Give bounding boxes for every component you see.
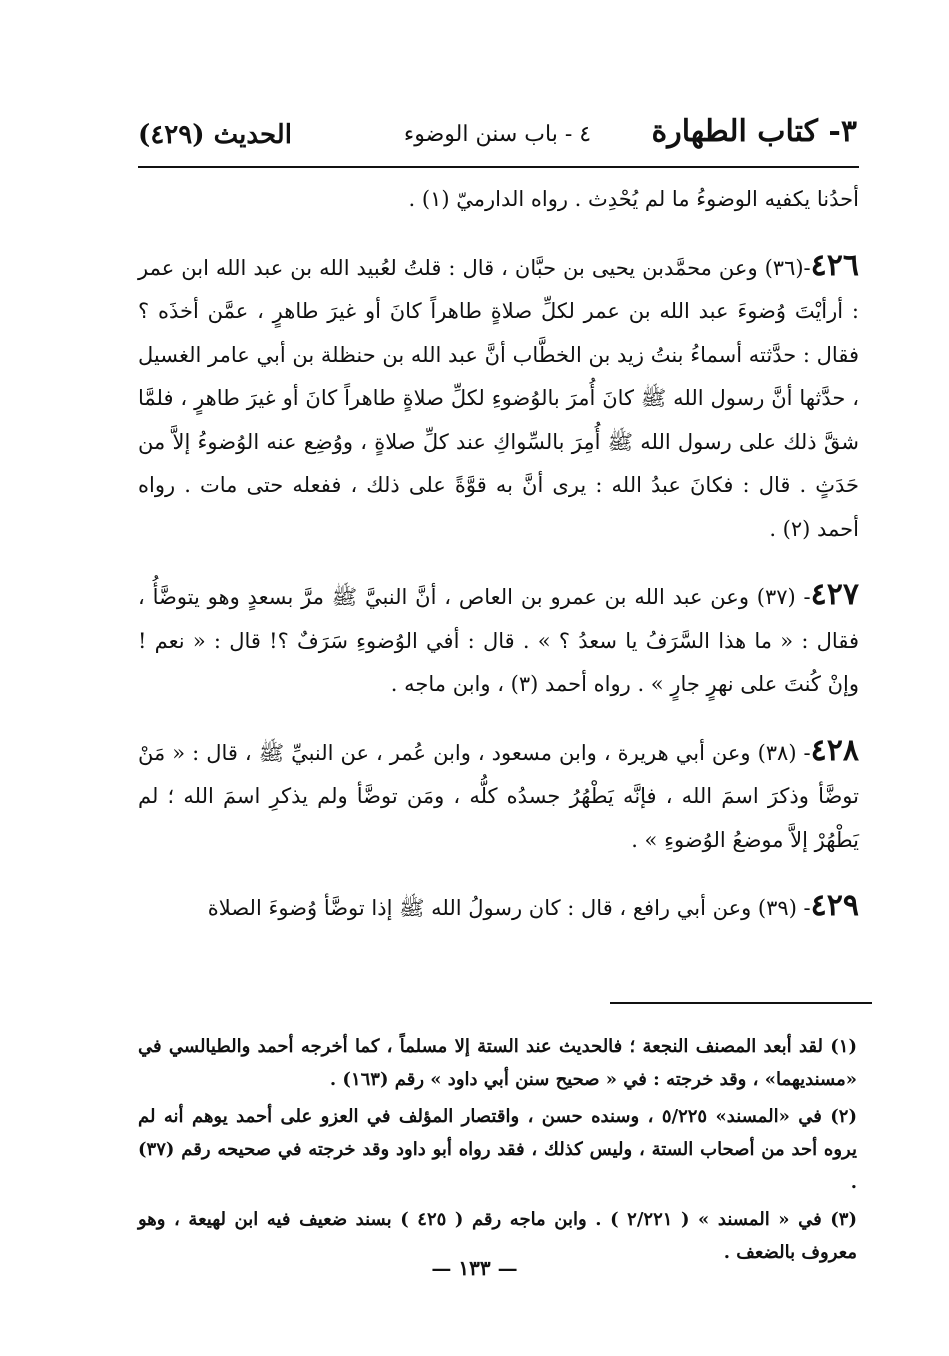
running-header	[138, 112, 857, 162]
hadith-number: ٤٢٨	[810, 732, 859, 768]
hadith-426	[138, 244, 859, 552]
hadith-number: ٤٢٦	[810, 247, 859, 283]
hadith-number: ٤٢٧	[810, 577, 859, 612]
page-number: — ١٣٣ —	[431, 1256, 518, 1280]
footnotes	[138, 1030, 857, 1273]
hadith-text: - (٣٩) وعن أبي رافع ، قال : كان رسولُ الله ﷺ إذا توضَّأ وُضوءَ الصلاة	[207, 896, 811, 920]
hadith-text: - (٣٨) وعن أبي هريرة ، وابن مسعود ، وابن عُمر ، عن النبيِّ ﷺ ، قال : « مَنْ توضَّأ وذكرَ اسمَ الله ، فإنَّه يَطْهُرُ جسدُه كلُّه ، ومَن توضَّأ ولم يذكرِ اسمَ الله ؛ لم يَطْهُرْ إلاَّ موضعُ الوُضوءِ » .	[138, 740, 859, 852]
footnote-2: (٢) في «المسند» ٥/٢٢٥ ، وسنده حسن ، واقتصار المؤلف في العزو على أحمد يوهم أنه لم يروه أحد من أصحاب الستة ، وليس كذلك ، فقد رواه أبو داود وقد خرجته في صحيحه رقم (٣٧) .	[138, 1106, 857, 1193]
footnote-3: (٣) في « المسند » ( ٢/٢٢١ ) . وابن ماجه رقم ( ٤٢٥ ) بسند ضعيف فيه ابن لهيعة ، وهو معروف بالضعف .	[138, 1209, 857, 1263]
section-title: ٤ - باب سنن الوضوء	[403, 122, 592, 147]
hadith-reference: الحديث (٤٢٩)	[138, 120, 292, 150]
hadith-number: ٤٢٩	[810, 888, 859, 923]
paragraph-text: أحدُنا يكفيه الوضوءُ ما لم يُحْدِث . رواه الدارميّ (١) .	[408, 187, 859, 211]
header-rule	[138, 166, 859, 168]
main-text	[138, 178, 859, 953]
footnote-rule	[610, 1002, 872, 1004]
hadith-429	[138, 884, 859, 931]
paragraph-continuation	[138, 178, 859, 222]
footnote-1: (١) لقد أبعد المصنف النجعة ؛ فالحديث عند الستة إلا مسلماً ، كما أخرجه أحمد والطيالسي في «مسنديهما» ، وقد خرجته : في « صحيح سنن أبي داود » رقم (١٦٣) .	[138, 1036, 857, 1090]
hadith-427	[138, 573, 859, 707]
hadith-428	[138, 729, 859, 863]
hadith-text: -(٣٦) وعن محمَّدبن يحيى بن حبَّان ، قال : قلتُ لعُبيد الله بن عبد الله ابن عمر : أرأيْتَ وُضوءَ عبد الله بن عمر لكلِّ صلاةٍ طاهراً كانَ أو غيرَ طاهرٍ ، عمَّن أخذَه ؟ فقال : حدَّثته أسماءُ بنتُ زيد بن الخطَّاب أنَّ عبد الله بن حنظلة بن أبي عامر الغسيل ، حدَّثها أنَّ رسول الله ﷺ كانَ أُمرَ بالوُضوءِ لكلِّ صلاةٍ طاهراً كانَ أو غيرَ طاهرٍ ، فلمَّا شقَّ ذلك على رسول الله ﷺ أُمِرَ بالسِّواكِ عند كلِّ صلاةٍ ، ووُضِع عنه الوُضوءُ إلاَّ من حَدَثٍ . قال : فكانَ عبدُ الله : يرى أنَّ به قوَّةً على ذلك ، ففعله حتى مات . رواه أحمد (٢) .	[138, 255, 859, 541]
hadith-text: - (٣٧) وعن عبد الله بن عمرو بن العاص ، أنَّ النبيَّ ﷺ مرَّ بسعدٍ وهو يتوضَّأُ ، فقال : « ما هذا السَّرَفُ يا سعدُ ؟ » . قال : أفي الوُضوءِ سَرَفٌ ؟! قال : « نعم ! وإنْ كُنتَ على نهرٍ جارٍ » . رواه أحمد (٣) ، وابن ماجه .	[138, 585, 859, 696]
chapter-title: ٣- كتاب الطهارة	[651, 114, 857, 149]
